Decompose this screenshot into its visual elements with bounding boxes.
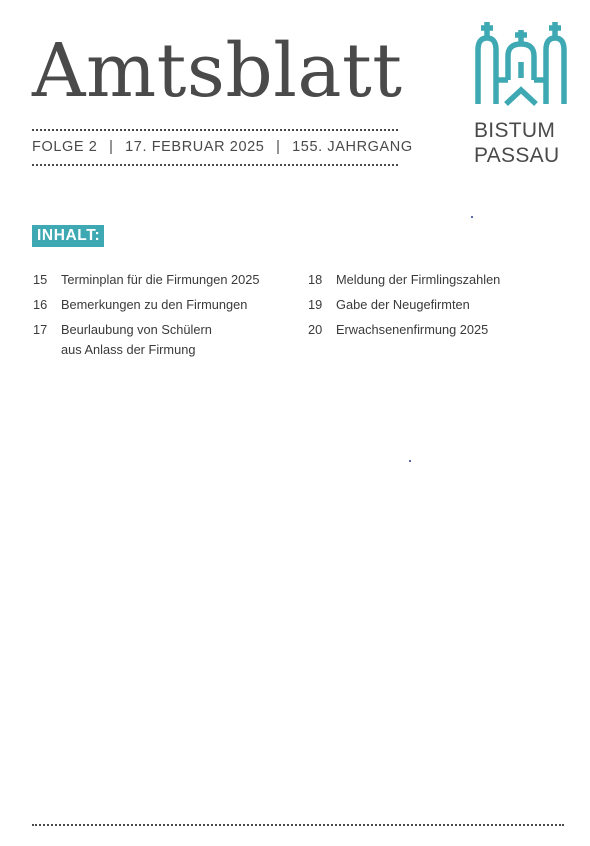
toc-title: Meldung der Firmlingszahlen (336, 272, 501, 287)
toc-left-column (33, 270, 293, 365)
issue-number: FOLGE 2 (32, 139, 98, 155)
toc-number: 18 (308, 272, 323, 287)
toc-number: 16 (33, 297, 48, 312)
separator: | (276, 139, 281, 155)
title-rule-top (32, 129, 398, 131)
toc-item (33, 320, 293, 360)
title-rule-bottom (32, 164, 398, 166)
toc-title: Bemerkungen zu den Firmungen (61, 297, 248, 312)
toc-number: 17 (33, 322, 48, 337)
toc-title: Erwachsenenfirmung 2025 (336, 322, 489, 337)
toc-item (33, 270, 293, 290)
footer-rule (32, 824, 564, 826)
toc-number: 19 (308, 297, 323, 312)
contents-heading: INHALT: (32, 225, 104, 247)
toc-right-column (308, 270, 548, 345)
stray-dot (409, 460, 411, 462)
toc-title: Beurlaubung von Schülern aus Anlass der Firmung (61, 322, 212, 357)
toc-title: Terminplan für die Firmungen 2025 (61, 272, 260, 287)
logo-line-1: BISTUM (474, 119, 556, 142)
volume: 155. JAHRGANG (292, 139, 413, 155)
masthead-title: Amtsblatt (32, 28, 403, 114)
toc-item (33, 295, 293, 315)
toc-number: 15 (33, 272, 48, 287)
cathedral-icon (472, 22, 570, 112)
logo-wordmark (474, 118, 574, 168)
toc-item (308, 320, 548, 340)
toc-number: 20 (308, 322, 323, 337)
logo-line-2: PASSAU (474, 144, 560, 167)
separator: | (109, 139, 114, 155)
stray-dot (471, 216, 473, 218)
toc-item (308, 270, 548, 290)
issue-info (32, 139, 413, 155)
toc-title: Gabe der Neugefirmten (336, 297, 470, 312)
toc-item (308, 295, 548, 315)
issue-date: 17. FEBRUAR 2025 (125, 139, 265, 155)
